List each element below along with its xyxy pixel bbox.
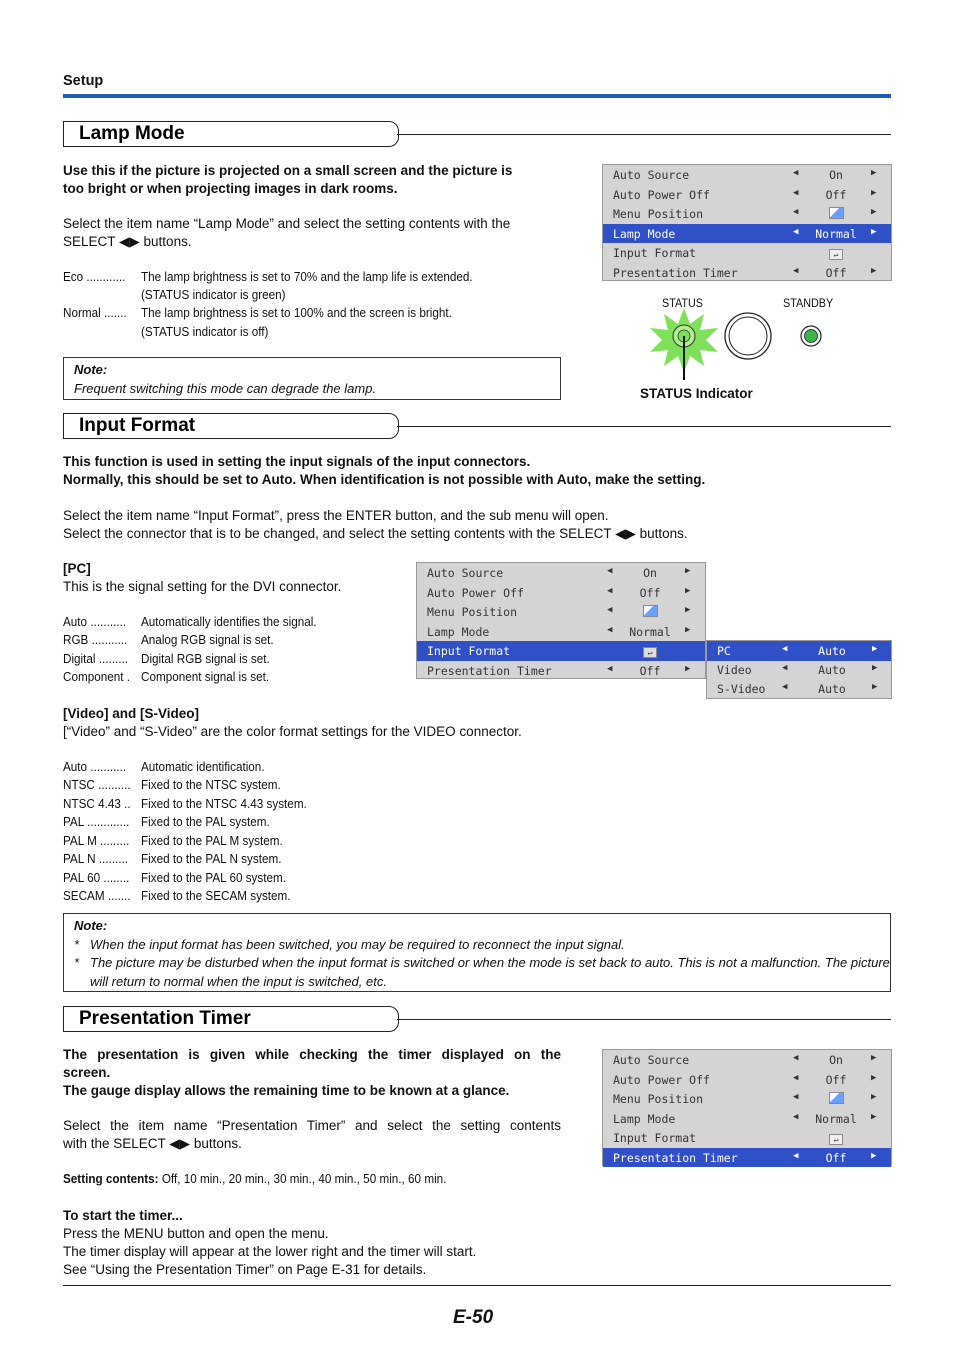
menu-row[interactable]: Auto Source ◀ On ▶ <box>613 168 877 182</box>
video-option-desc: Fixed to the PAL M system. <box>141 833 283 848</box>
video-option: PAL M ......... <box>63 833 130 848</box>
right-arrow-icon: ▶ <box>871 1053 877 1063</box>
right-arrow-icon: ▶ <box>872 663 878 673</box>
menu-position-icon <box>829 207 844 219</box>
menu-row[interactable]: Input Format ↵ <box>603 243 891 263</box>
pc-option-desc: Analog RGB signal is set. <box>141 632 274 647</box>
left-arrow-icon: ◀ <box>793 1111 799 1122</box>
video-option-desc: Fixed to the PAL 60 system. <box>141 870 287 885</box>
status-indicator-caption: STATUS Indicator <box>640 386 753 401</box>
start-timer-steps: Press the MENU button and open the menu. The timer display will appear at the lower right and the timer will start. See “Using the Presentation Timer” on Page E-31 for details. <box>63 1226 477 1277</box>
note-title: Note: <box>74 362 108 377</box>
lamp-mode-instruction: Select the item name “Lamp Mode” and select the setting contents with the SELECT ◀▶ buttons. <box>63 216 511 249</box>
osd-menu-lamp-mode <box>602 164 892 281</box>
note-item: * When the input format has been switched, you may be required to reconnect the input signal. <box>74 936 625 952</box>
left-arrow-icon: ◀ <box>607 605 613 615</box>
pc-option: Digital ......... <box>63 651 129 666</box>
header-rule <box>63 94 891 98</box>
enter-icon: ↵ <box>829 249 843 260</box>
osd-submenu-input <box>706 640 892 699</box>
video-desc: [“Video” and “S-Video” are the color format settings for the VIDEO connector. <box>63 724 522 739</box>
submenu-row[interactable]: Video ◀ Auto ▶ <box>717 663 878 677</box>
video-heading: [Video] and [S-Video] <box>63 706 200 721</box>
video-option: NTSC .......... <box>63 777 131 792</box>
left-arrow-icon: ◀ <box>793 226 799 237</box>
input-format-title-box <box>63 413 399 439</box>
menu-row-selected[interactable]: Lamp Mode ◀ Normal ▶ <box>603 224 891 244</box>
input-format-rule <box>397 426 891 427</box>
video-option: PAL 60 ........ <box>63 870 130 885</box>
pc-desc: This is the signal setting for the DVI connector. <box>63 579 342 594</box>
menu-row[interactable]: Menu Position ◀ ▶ <box>613 1092 877 1106</box>
left-arrow-icon: ◀ <box>782 682 788 692</box>
menu-row[interactable]: Auto Source ◀ On ▶ <box>613 1053 877 1067</box>
presentation-timer-rule <box>397 1019 891 1020</box>
left-arrow-icon: ◀ <box>793 1150 799 1161</box>
left-arrow-icon: ◀ <box>793 187 799 198</box>
video-option: NTSC 4.43 .. <box>63 796 131 811</box>
lamp-mode-intro: Use this if the picture is projected on a small screen and the picture is too bright or when projecting images in dark rooms. <box>63 163 513 196</box>
menu-row-selected[interactable]: Input Format ↵ <box>417 641 705 661</box>
left-arrow-icon: ◀ <box>793 1072 799 1083</box>
input-format-note <box>63 913 891 992</box>
left-arrow-icon: ◀ <box>607 585 613 596</box>
right-arrow-icon: ▶ <box>685 663 691 674</box>
left-arrow-icon: ◀ <box>607 663 613 674</box>
right-arrow-icon: ▶ <box>872 682 878 692</box>
lamp-option-eco-desc2: (STATUS indicator is green) <box>141 287 286 302</box>
pc-option-desc: Digital RGB signal is set. <box>141 651 270 666</box>
input-format-intro: This function is used in setting the input signals of the input connectors. Normally, this should be set to Auto. When identification is not possible with Auto, make the setting. <box>63 454 706 487</box>
osd-menu-presentation-timer <box>602 1049 892 1166</box>
menu-row[interactable]: Menu Position ◀ ▶ <box>427 605 691 619</box>
standby-led-icon <box>801 326 821 346</box>
left-arrow-icon: ◀ <box>607 566 613 576</box>
input-format-instruction: Select the item name “Input Format”, press the ENTER button, and the sub menu will open. Select the connector that is to be changed, and select the setting contents with the SELECT ◀▶ buttons. <box>63 508 688 541</box>
menu-row[interactable]: Lamp Mode ◀ Normal ▶ <box>613 1111 877 1126</box>
right-arrow-icon: ▶ <box>871 187 877 198</box>
left-arrow-icon: ◀ <box>793 168 799 178</box>
page-number: E-50 <box>453 1307 494 1328</box>
pc-heading: [PC] <box>63 561 91 576</box>
video-option: Auto ........... <box>63 759 127 774</box>
video-option: SECAM ....... <box>63 888 131 903</box>
button-icon <box>725 313 771 359</box>
left-arrow-icon: ◀ <box>782 663 788 673</box>
presentation-timer-instruction: Select the item name “Presentation Timer” and select the setting contents with the SELECT ◀▶ buttons. <box>63 1118 561 1151</box>
video-option-desc: Automatic identification. <box>141 759 265 774</box>
video-option-desc: Fixed to the PAL system. <box>141 814 270 829</box>
left-arrow-icon: ◀ <box>793 265 799 276</box>
right-arrow-icon: ▶ <box>685 566 691 576</box>
status-indicator-diagram <box>640 300 840 380</box>
pc-option: RGB ........... <box>63 632 128 647</box>
left-arrow-icon: ◀ <box>607 624 613 635</box>
right-arrow-icon: ▶ <box>871 265 877 276</box>
right-arrow-icon: ▶ <box>871 1072 877 1083</box>
video-option-desc: Fixed to the NTSC 4.43 system. <box>141 796 307 811</box>
right-arrow-icon: ▶ <box>685 585 691 596</box>
video-option-desc: Fixed to the NTSC system. <box>141 777 281 792</box>
pc-option: Auto ........... <box>63 614 127 629</box>
menu-row-selected[interactable]: Presentation Timer ◀ Off ▶ <box>603 1148 891 1168</box>
right-arrow-icon: ▶ <box>871 168 877 178</box>
video-option: PAL ............. <box>63 814 130 829</box>
right-arrow-icon: ▶ <box>872 644 878 654</box>
right-arrow-icon: ▶ <box>871 1150 877 1161</box>
setting-contents: Setting contents: Off, 10 min., 20 min., 30 min., 40 min., 50 min., 60 min. <box>63 1171 447 1186</box>
submenu-row[interactable]: S-Video ◀ Auto ▶ <box>717 682 878 696</box>
pc-option: Component . <box>63 669 130 684</box>
video-option: PAL N ......... <box>63 851 129 866</box>
note-item-cont: will return to normal when the input is switched, etc. <box>90 973 387 989</box>
menu-position-icon <box>829 1092 844 1104</box>
pc-option-desc: Component signal is set. <box>141 669 270 684</box>
menu-row[interactable]: Auto Power Off ◀ Off ▶ <box>613 187 877 202</box>
menu-row[interactable]: Auto Source ◀ On ▶ <box>427 566 691 580</box>
right-arrow-icon: ▶ <box>685 624 691 635</box>
submenu-row-selected[interactable]: PC ◀ Auto ▶ <box>707 641 891 661</box>
enter-icon: ↵ <box>829 1134 843 1145</box>
menu-row[interactable]: Menu Position ◀ ▶ <box>613 207 877 221</box>
menu-row[interactable]: Auto Power Off ◀ Off ▶ <box>427 585 691 600</box>
note-item: * The picture may be disturbed when the input format is switched or when the mode is set back to auto. This is not a malfunction. The picture <box>74 955 890 970</box>
input-format-title: Input Format <box>79 415 196 436</box>
left-arrow-icon: ◀ <box>793 1092 799 1102</box>
presentation-timer-title: Presentation Timer <box>79 1008 251 1029</box>
video-option-desc: Fixed to the SECAM system. <box>141 888 291 903</box>
menu-position-icon <box>643 605 658 617</box>
lamp-mode-title-box <box>63 121 399 147</box>
note-title: Note: <box>74 918 108 933</box>
right-arrow-icon: ▶ <box>685 605 691 615</box>
standby-label: STANDBY <box>783 296 834 310</box>
left-arrow-icon: ◀ <box>793 1053 799 1063</box>
presentation-timer-title-box <box>63 1006 399 1032</box>
right-arrow-icon: ▶ <box>871 226 877 237</box>
left-arrow-icon: ◀ <box>793 207 799 217</box>
right-arrow-icon: ▶ <box>871 1111 877 1122</box>
video-option-desc: Fixed to the PAL N system. <box>141 851 282 866</box>
lamp-mode-note <box>63 357 561 400</box>
presentation-timer-intro: The presentation is given while checking the timer displayed on the screen. The gauge display allows the remaining time to be known at a glance. <box>63 1047 561 1098</box>
lamp-mode-rule <box>397 134 891 135</box>
lamp-option-eco: Eco ............ <box>63 269 126 284</box>
enter-icon: ↵ <box>643 647 657 658</box>
menu-row[interactable]: Lamp Mode ◀ Normal ▶ <box>427 624 691 639</box>
menu-row[interactable]: Presentation Timer ◀ Off ▶ <box>427 663 691 678</box>
menu-row[interactable]: Input Format ↵ <box>603 1128 891 1148</box>
menu-row[interactable]: Auto Power Off ◀ Off ▶ <box>613 1072 877 1087</box>
status-label: STATUS <box>662 296 704 310</box>
osd-menu-input-format <box>416 562 706 679</box>
pc-option-desc: Automatically identifies the signal. <box>141 614 317 629</box>
lamp-option-normal-desc2: (STATUS indicator is off) <box>141 324 269 339</box>
footer-rule <box>63 1285 891 1286</box>
right-arrow-icon: ▶ <box>871 1092 877 1102</box>
lamp-option-eco-desc: The lamp brightness is set to 70% and the lamp life is extended. <box>141 269 473 284</box>
start-timer-heading: To start the timer... <box>63 1208 183 1223</box>
section-header: Setup <box>63 73 104 89</box>
left-arrow-icon: ◀ <box>782 644 788 654</box>
note-text: Frequent switching this mode can degrade the lamp. <box>74 380 377 396</box>
lamp-option-normal: Normal ....... <box>63 305 127 320</box>
menu-row[interactable]: Presentation Timer ◀ Off ▶ <box>613 265 877 280</box>
lamp-mode-title: Lamp Mode <box>79 123 185 144</box>
lamp-option-normal-desc: The lamp brightness is set to 100% and the screen is bright. <box>141 305 452 320</box>
right-arrow-icon: ▶ <box>871 207 877 217</box>
